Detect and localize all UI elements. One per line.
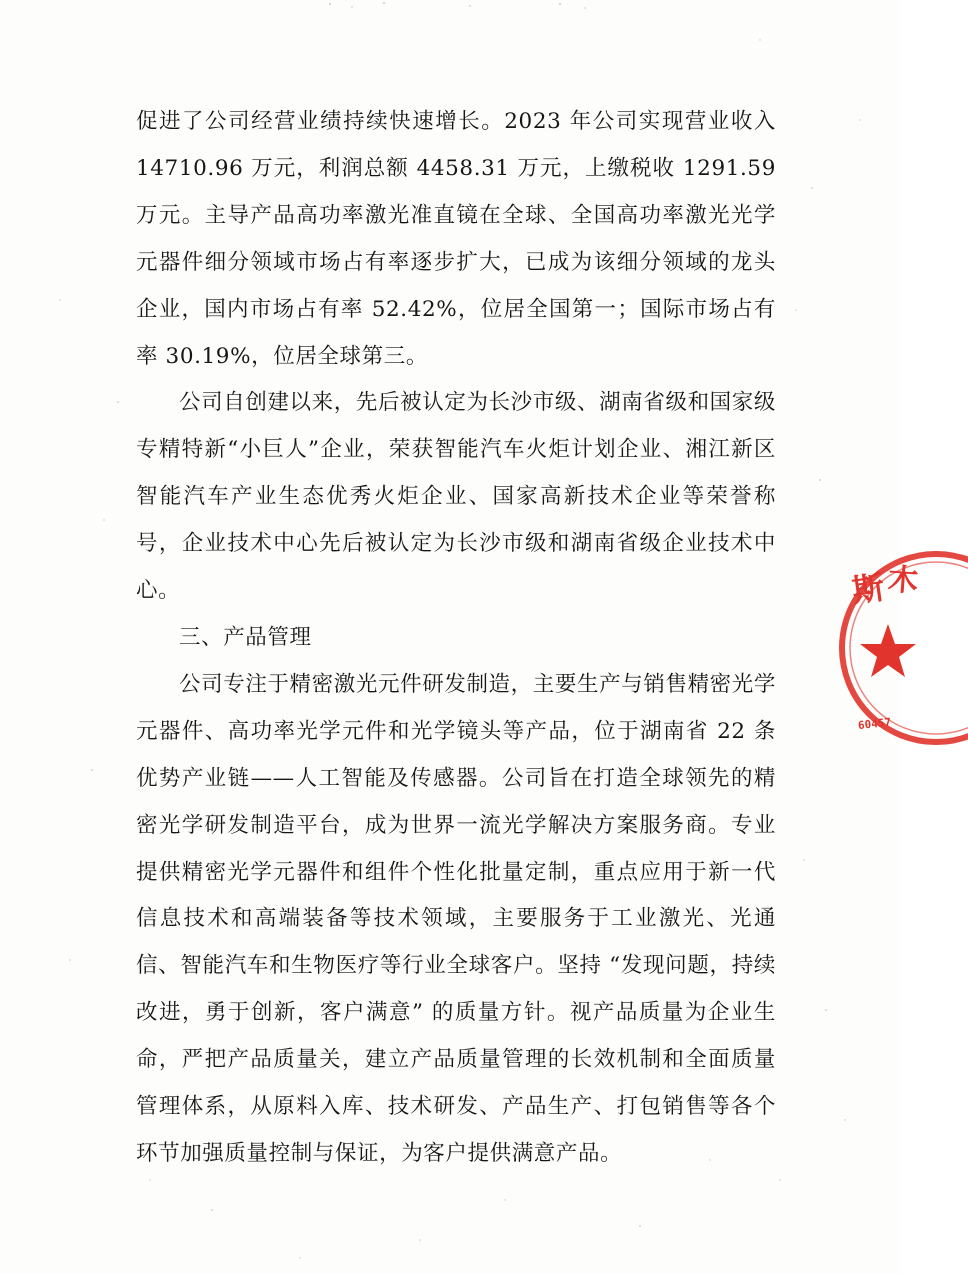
paragraph-continued: 促进了公司经营业绩持续快速增长。2023 年公司实现营业收入 14710.96 万元，利润总额 4458.31 万元，上缴税收 1291.59 万元。主导产品高功率激光准直镜在全球、全国高功率激光光学元器件细分领域市场占有率逐步扩大，已成为该细分领域的龙头企业，国内市场占有率 52.42%，位居全国第一；国际市场占有率 30.19%，位居全球第三。	[136, 109, 776, 369]
document-body	[136, 99, 776, 1178]
paragraph-company-honors: 公司自创建以来，先后被认定为长沙市级、湖南省级和国家级专精特新“小巨人”企业，荣获智能汽车火炬计划企业、湘江新区智能汽车产业生态优秀火炬企业、国家高新技术企业等荣誉称号，企业技术中心先后被认定为长沙市级和湖南省级企业技术中心。	[136, 390, 776, 604]
svg-text:60457: 60457	[857, 715, 892, 733]
paragraph-product-management: 公司专注于精密激光元件研发制造，主要生产与销售精密光学元器件、高功率光学元件和光学镜头等产品，位于湖南省 22 条优势产业链——人工智能及传感器。公司旨在打造全球领先的精密光学研发制造平台，成为世界一流光学解决方案服务商。专业提供精密光学元器件和组件个性化批量定制，重点应用于新一代信息技术和高端装备等技术领域，主要服务于工业激光、光通信、智能汽车和生物医疗等行业全球客户。坚持 “发现问题，持续改进，勇于创新，客户满意” 的质量方针。视产品质量为企业生命，严把产品质量关，建立产品质量管理的长效机制和全面质量管理体系，从原料入库、技术研发、产品生产、打包销售等各个环节加强质量控制与保证，为客户提供满意产品。	[136, 671, 776, 1166]
svg-text:斯: 斯	[849, 567, 887, 611]
svg-text:木: 木	[886, 562, 920, 600]
company-seal-stamp	[838, 548, 920, 748]
section-heading: 三、产品管理	[179, 624, 312, 650]
